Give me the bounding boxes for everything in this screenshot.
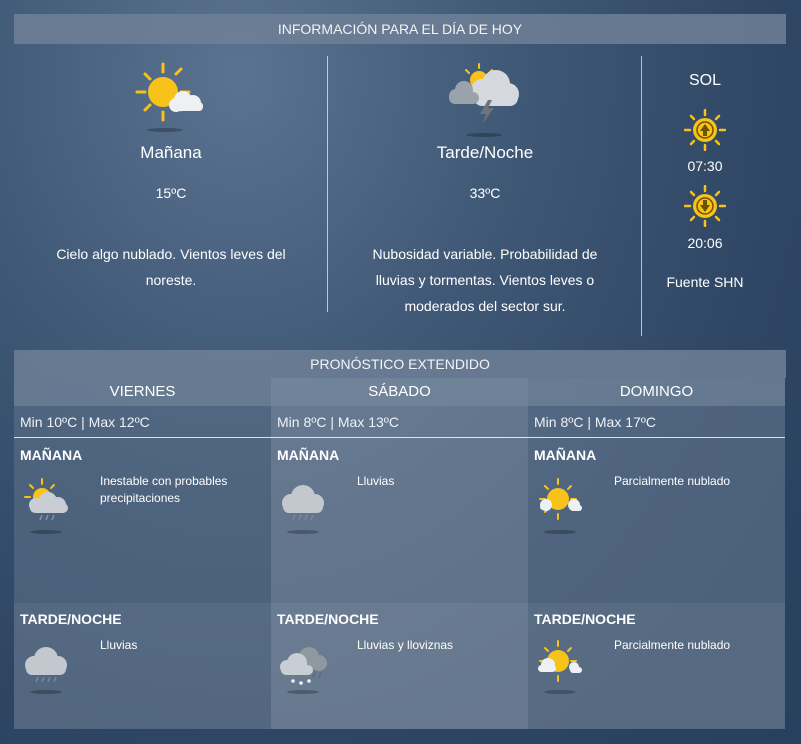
today-evening-temp: 33ºC: [469, 185, 501, 201]
sunrise-icon: [684, 109, 726, 156]
evening-label: TARDE/NOCHE: [20, 611, 122, 627]
column-divider: [641, 56, 642, 336]
drizzle-cloud-icon: [275, 641, 331, 700]
sunset-time: 20:06: [687, 235, 723, 251]
today-morning-temp: 15ºC: [155, 185, 187, 201]
today-evening-desc-line: moderados del sector sur.: [404, 298, 566, 314]
rain-cloud-icon: [275, 477, 331, 540]
day-column-sunday: [528, 378, 785, 729]
day-column-friday: [14, 378, 271, 729]
evening-panel: [271, 603, 528, 729]
column-divider: [327, 56, 328, 312]
morning-panel: [271, 439, 528, 603]
evening-desc: Lluvias y lloviznas: [357, 638, 454, 652]
today-evening-desc: [330, 241, 640, 319]
morning-label: MAÑANA: [534, 447, 597, 463]
evening-panel: [14, 603, 271, 729]
sun-title: SOL: [688, 72, 721, 89]
today-morning-desc: [14, 241, 328, 293]
sun-cloud-rain-icon: [18, 477, 74, 540]
morning-panel: [528, 439, 785, 603]
day-name: VIERNES: [14, 378, 271, 406]
source-label: Fuente SHN: [666, 274, 744, 290]
morning-desc: Parcialmente nublado: [614, 474, 731, 488]
day-column-saturday: [271, 378, 528, 729]
morning-label: MAÑANA: [20, 447, 83, 463]
today-morning-title: Mañana: [140, 143, 202, 162]
today-evening-desc-line: lluvias y tormentas. Vientos leves o: [375, 272, 595, 288]
morning-panel: [14, 439, 271, 603]
day-minmax: Min 8ºC | Max 17ºC: [528, 406, 785, 438]
day-minmax: Min 8ºC | Max 13ºC: [271, 406, 528, 438]
extended-header: PRONÓSTICO EXTENDIDO: [14, 350, 786, 378]
rain-cloud-icon: [18, 641, 74, 700]
evening-label: TARDE/NOCHE: [534, 611, 636, 627]
day-minmax: Min 10ºC | Max 12ºC: [14, 406, 271, 438]
sun-cloud-icon: [133, 62, 207, 139]
evening-panel: [528, 603, 785, 729]
storm-cloud-icon: [444, 62, 524, 143]
morning-label: MAÑANA: [277, 447, 340, 463]
sunset-icon: [684, 185, 726, 232]
today-header: INFORMACIÓN PARA EL DÍA DE HOY: [14, 14, 786, 44]
evening-desc: Parcialmente nublado: [614, 638, 731, 652]
today-evening-title: Tarde/Noche: [436, 143, 534, 162]
sun-cloud-icon: [532, 477, 588, 540]
morning-desc: Inestable con probables precipitaciones: [100, 474, 228, 505]
evening-desc: Lluvias: [100, 638, 138, 652]
morning-desc: Lluvias: [357, 474, 395, 488]
day-name: SÁBADO: [271, 378, 528, 406]
evening-label: TARDE/NOCHE: [277, 611, 379, 627]
today-morning-desc-line: noreste.: [145, 272, 197, 288]
sunrise-time: 07:30: [687, 158, 723, 174]
today-evening-desc-line: Nubosidad variable. Probabilidad de: [372, 246, 598, 262]
day-name: DOMINGO: [528, 378, 785, 406]
sun-cloud-icon: [532, 639, 588, 700]
today-morning-desc-line: Cielo algo nublado. Vientos leves del: [56, 246, 286, 262]
